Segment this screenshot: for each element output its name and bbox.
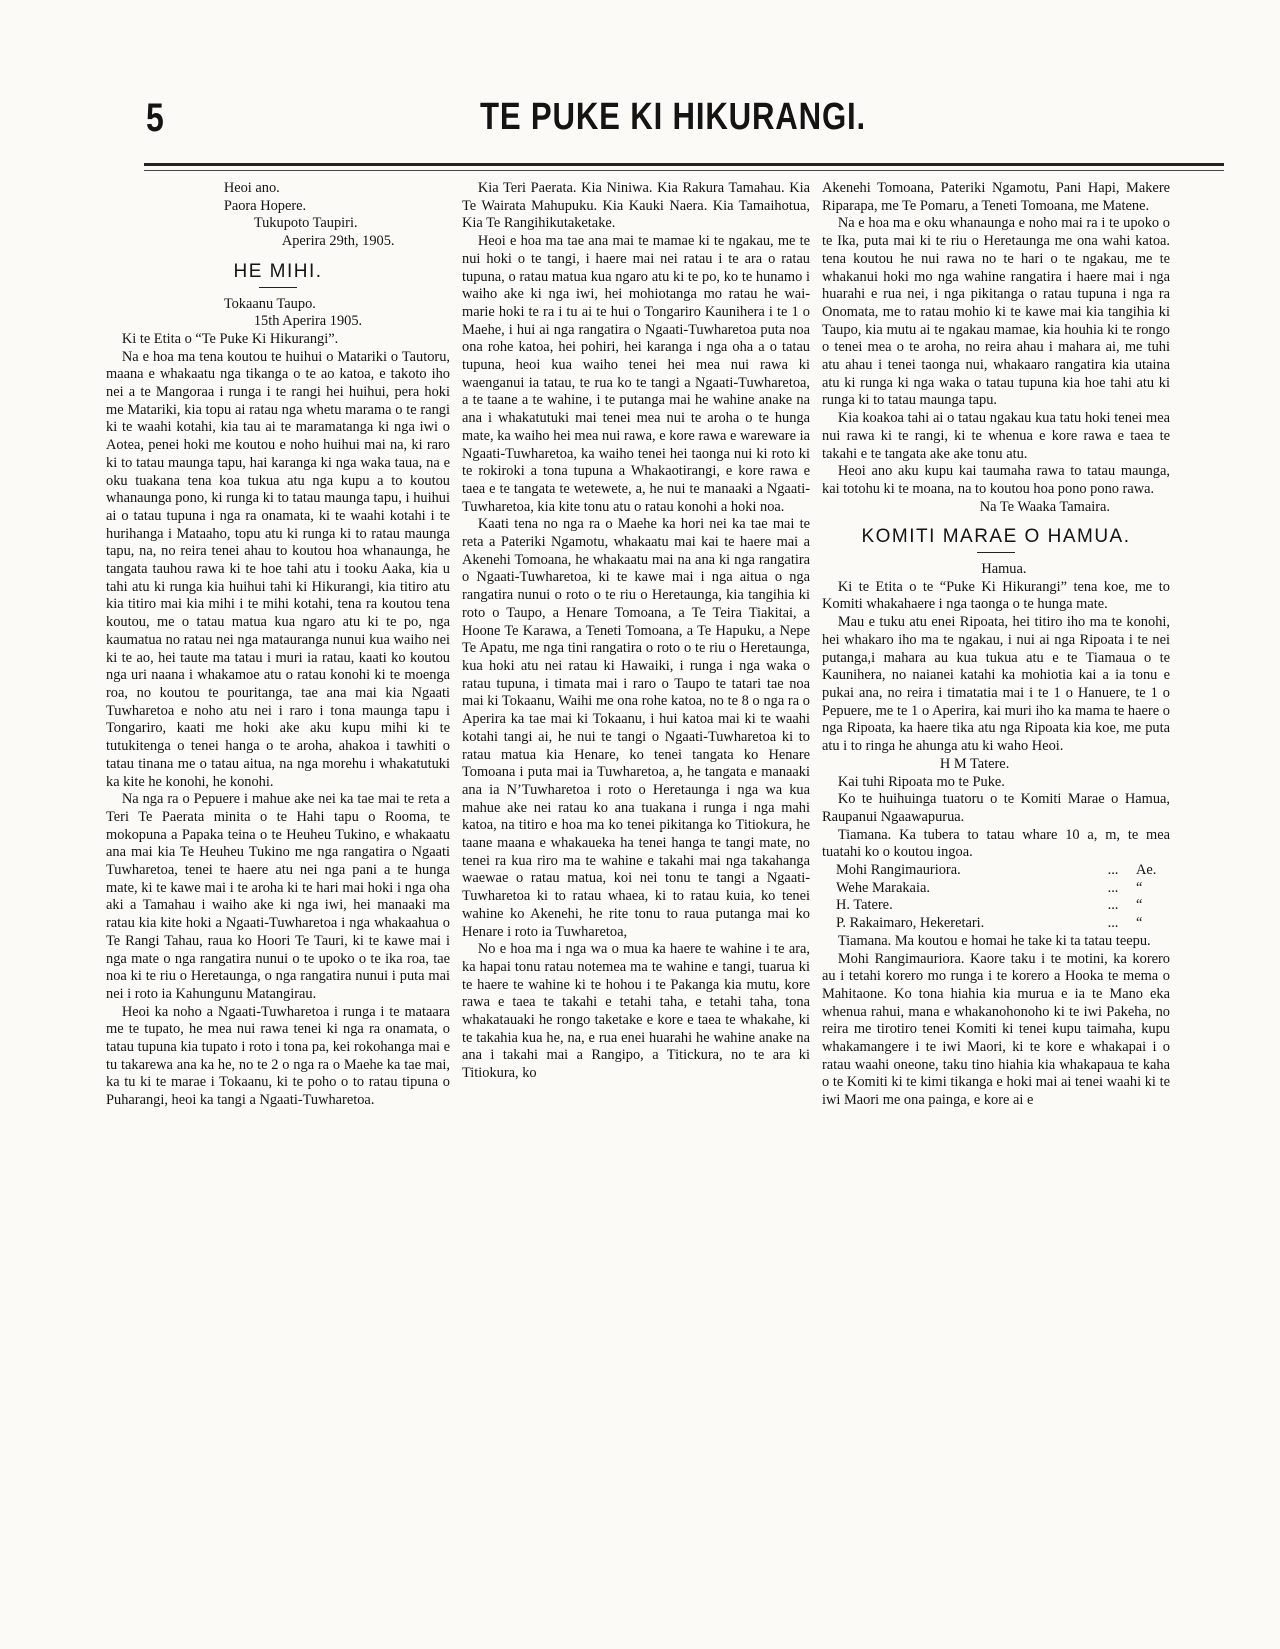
masthead-title: TE PUKE KI HIKURANGI. (480, 96, 866, 138)
column-2 (462, 180, 810, 1629)
table-row (822, 897, 1170, 915)
section-divider (259, 287, 297, 288)
letter-place: Tokaanu Taupo. (223, 295, 316, 312)
roll-call-table (822, 862, 1170, 933)
roll-response: “ (1136, 915, 1143, 932)
header-rule-thin (144, 170, 1224, 171)
article-paragraph: Kia Teri Paerata. Kia Niniwa. Kia Rakura Tamahau. Kia Te Wairata Mahupuku. Kia Kauki Naera. Kia Tamaihotua, Kia Te Rangihikutaketake. (462, 180, 810, 232)
komiti-heading: KOMITI MARAE O HAMUA. (861, 526, 1131, 548)
komiti-place: Hamua. (981, 561, 1027, 578)
table-row (822, 915, 1170, 933)
page-number: 5 (146, 96, 164, 140)
article-paragraph: Heoi ano aku kupu kai taumaha rawa to tatau maunga, kai totohu ki te moana, na to koutou hoa pono pono rawa. (822, 463, 1170, 497)
article-paragraph: Heoi ka noho a Ngaati-Tuwharetoa i runga i te mataara me te tupato, he mea nui rawa tenei ki nga ra onamata, o tatau tupuna kia tupato i roto i tona pa, kei rokohanga mai e tu takarewa ana ka he, no te 2 o nga ra o Maehe ka tae mai, ka tu ki te marae i Tokaanu, ki te poho o to ratau tipuna o Puharangi, heoi ka tangi a Ngaati-Tuwharetoa. (106, 1003, 450, 1109)
article-paragraph: Na e hoa ma e oku whanaunga e noho mai ra i te upoko o te Ika, puta mai ki te riu o Heretaunga me ona wahi katoa. tena koutou he nui rawa no te hari o te ngakau, me te whakanui hoki mo nga wahine rangatira i haere mai i nga huarahi e rua nei, i nga pikitanga o ratau tupuna i nga ra Onomata, me to ratau mohio ki te kawe mai kia tangihia ki Taupo, kia mutu ai te ngakau mamae, kia houhia ki te rongo o tenei mea o te aroha, no reira ahau i mahara ai, me tuhi atu ahau i tenei taonga nui, whakaaro rangatira kia utaina atu ki runga ki nga waka o tatau tupuna kia hoe tahi atu ki runga ki to tatau maunga tapu. (822, 215, 1170, 409)
article-paragraph: No e hoa ma i nga wa o mua ka haere te wahine i te ara, ka hapai tonu ratau notemea ma te wahine e tangi, tuarua ki te haere te wahine ki te hohou i te Pakanga kia mutu, kore rawa e taea te takahi e tetahi taha, e tetahi taha, tona whakatauaki he rongo taketake e kore e taea te whakahe, ki te takahia kua he, na, e rua enei huarahi he wahine anake na ana i takahi mai a Rangipo, a Titickura, no te ara ki Titiokura, ko (462, 941, 810, 1082)
signoff-place: Tukupoto Taupiri. (253, 215, 358, 232)
article-paragraph: Ko te huihuinga tuatoru o te Komiti Marae o Hamua, Raupanui Ngaawapurua. (822, 791, 1170, 825)
roll-name: P. Rakaimaro, Hekeretari. (836, 915, 985, 932)
signoff-line: Heoi ano. (223, 180, 280, 196)
roll-dots: ... (1107, 862, 1119, 879)
signoff-name: Paora Hopere. (223, 197, 307, 214)
roll-response: “ (1136, 879, 1143, 896)
roll-dots: ... (1107, 915, 1119, 932)
roll-response: Ae. (1136, 862, 1157, 879)
roll-name: Mohi Rangimauriora. (836, 862, 961, 879)
letter-salutation: Ki te Etita o “Te Puke Ki Hikurangi”. (121, 330, 339, 347)
komiti-signature: H M Tatere. (939, 755, 1010, 772)
roll-name: H. Tatere. (836, 897, 893, 914)
article-paragraph: Kai tuhi Ripoata mo te Puke. (837, 773, 1005, 790)
article-paragraph: Kia koakoa tahi ai o tatau ngakau kua tatu hoki tenei mea nui rawa ki te rangi, ki te whenua e kore rawa e taea te takahi e te tangata ake ake tonu atu. (822, 410, 1170, 462)
column-1 (106, 180, 450, 1629)
article-paragraph: Mau e tuku atu enei Ripoata, hei titiro iho ma te konohi, hei whakaro iho ma te ngakau, i nui ai nga Ripoata i te nei putanga,i mahara au kua tukua atu e te Tiamaua o te Kaunihera, no naianei katahi ka mohiotia kai a ia tonu e pukai ana, no reira i timatatia mai i te 1 o Hanuere, te 1 o Pepuere, me te 1 o Aperira, kai muri iho ka mama te haere o nga Ripoata, ka haere tika atu nga Ripoata kia koe, me puta atu i to ringa he ahunga atu ki waho Heoi. (822, 614, 1170, 755)
article-paragraph: Kaati tena no nga ra o Maehe ka hori nei ka tae mai te reta a Pateriki Ngamotu, whakaatu mai kai te haere mai a Akenehi Tomoana, he whakaatu mai na ana ki nga rangatira o Ngaati-Tuwharetoa, ki te kawe mai i nga aitua o nga rangatira nunui o roto o te riu o Heretaunga, kia tangihia ki roto o Taupo, a Henare Tomoana, a Te Teira Tiakitai, a Hoone Te Karawa, a Teneti Tomoana, a Te Hapuku, a Nepe Te Apatu, me nga tini rangatira o roto o te riu o Heretaunga, kua hoki atu nei ratau ki Hawaiki, i runga i nga waka o ratau tupuna, i timata mai i raro o Taupo te tatari tae noa mai ki Tokaanu, Waihi me ona rohe katoa, no te 8 o nga ra o Aperira ka tae mai ki Tokaanu, i hui katoa mai ki te waahi kotahi tangi ai, he nui te tangi o Ngaati-Tuwharetoa ki to ratau matua kia Henare, ko tenei tangata ko Henare Tomoana i puta mai ia Tuwharetoa, a, he tangata e manaaki ana ia N’Tuwharetoa i roto o Heretaunga i nga wa kua mahue ake nei ratau ko ana tuakana i runga i nga mahi katoa, na titiro e hoa ma ko tenei pikitanga ko Titiokura, he taane maana e whakaueka ha tenei hanga te tangi mate, no tenei ra kua riro ma te wahine e takahi mai nga takahanga waewae o ratau matua, koi nei tonu te tangi a Ngaati-Tuwharetoa ki to ratau whaea, ki to ratau kuia, ko tenei wahine ko Akenehi, he rite tonu to raua putanga mai ko Henare i roto ia Tuwharetoa, (462, 516, 810, 940)
article-paragraph: Tiamana. Ma koutou e homai he take ki ta tatau teepu. (837, 932, 1151, 949)
article-paragraph: Mohi Rangimauriora. Kaore taku i te motini, ka korero au i tetahi korero mo runga i te korero a Hooka te mema o Mahitaone. Ko tona hiahia kia murua e ia te Mano eka whenua rahui, mana e whakanohonoho ki te iwi Pakeha, no reira me tirotiro tenei Komiti ki tenei kupu taimaha, kupu whakamangere i te iwi Maori, ki te kore e whakapai i o ratau waahi oneone, taku tino hiahia kia whakapaua te kaha o te Komiti ki te kimi tikanga e hoki mai ai tenei waahi ki te iwi Maori me ona painga, e kore ai e (822, 950, 1170, 1109)
letter-signature: Na Te Waaka Tamaira. (979, 498, 1110, 515)
table-row (822, 862, 1170, 880)
article-paragraph: Na e hoa ma tena koutou te huihui o Matariki o Tautoru, maana e whakaatu nga tikanga o te ao katoa, e takoto iho nei a te Mangoraa i runga i te rangi hei huihui, pera hoki me Matariki, kia topu ai ratau nga whetu marama o te rangi ki te waahi kotahi, kia tau ai te maramatanga ki nga iwi o Aotea, penei hoki me koutou e noho huihui mai na, ki raro ki to tatau maunga tapu, hai karanga ki nga waka taua, na e oku tuakana tena koa tukua atu nga kupu a to koutou whanaunga pono, ki runga ki to tatau maunga tapu, i huihui ai o tatau tupuna i nga ra onamata, ki te waahi kotahi i te hurihanga i Mataaho, topu atu ki runga ki to ratau maunga tapu, na, no reira tenei ahau to koutou hoa whanaunga, he tangata tauhou rawa ki te hoe tahi atu i tooku Aaka, kia u tahi atu ki runga kia huihui tahi ki Hikurangi, kia titiro atu kia titiro mai kia mihi i te mihi kotahi, tena ra koutou tena koutou, me o tatau matua kua ngaro atu ki te po, nga kaumatua no ratau nei nga matauranga nunui kua waiho nei ki te ao, hei taute ma tatau i muri ia ratau, kaati ko koutou nga uri naana i whakamoe atu o ratau konohi ki te moenga roa, no koutou te pouritanga, tae ana mai kia Ngaati Tuwharetoa e noho atu nei i raro i tona maunga tapu i Tongariro, kaati me hoki ake aku kupu mihi ki te tutukitenga o tenei hanga o te aroha, ahakoa i tawhiti o tatau tinana me o tatau aitua, na nga morehu i whakatutuki ka kite he konohi, he konohi. (106, 348, 450, 790)
he-mihi-heading: HE MIHI. (233, 260, 323, 282)
signoff-date: Aperira 29th, 1905. (281, 233, 395, 250)
article-paragraph: Heoi e hoa ma tae ana mai te mamae ki te ngakau, me te nui hoki o te tangi, i haere mai nei ratau i te ara o ratau tupuna, o ratau matua kua ngaro atu ki te po, ko te hunamo i waiho ake ki nga iwi, hei mohiotanga mo ratau he wai-marie hoki te ra i tu ai te hui o Tongariro Kaunihera i te 1 o Maehe, i hui ai nga rangatira o Ngaati-Tuwharetoa puta noa ona rohe katoa, hei pohiri, hei karanga i nga oha a o tatau tupuna, heoi kua waiho tenei hei mea nui rawa ki waenganui ia tatau, te rua ko te tangi a Ngaati-Tuwharetoa, a te taane a te wahine, i te putanga mai he wahine anake na ana i whakatutuki mai tenei mea nui te aroha o te hunga mate, ka waiho hei mea nui rawa, e kore rawa e wareware ia Ngaati-Tuwharetoa, ka waiho tenei hei taonga nui ki roto ki te rokiroki a tona tupuna a Whakaotirangi, e kore rawa e taea e te tangata te wetewete, a, he nui te manaaki a Ngaati-Tuwharetoa, kia kite tonu atu o ratau konohi a hoki noa. (462, 233, 810, 515)
article-paragraph: Akenehi Tomoana, Pateriki Ngamotu, Pani Hapi, Makere Riparapa, me Te Pomaru, a Teneti Tomoana, me Matene. (822, 180, 1170, 214)
article-paragraph: Tiamana. Ka tubera to tatau whare 10 a, m, te mea tuatahi ko o koutou ingoa. (822, 826, 1170, 861)
column-3 (822, 180, 1170, 1629)
letter-date: 15th Aperira 1905. (253, 313, 363, 330)
roll-dots: ... (1107, 897, 1119, 914)
roll-response: “ (1136, 897, 1143, 914)
table-row (822, 880, 1170, 898)
roll-dots: ... (1107, 879, 1119, 896)
article-paragraph: Ki te Etita o te “Puke Ki Hikurangi” tena koe, me to Komiti whakahaere i nga taonga o te hunga mate. (822, 578, 1170, 613)
roll-name: Wehe Marakaia. (836, 879, 930, 896)
section-divider (977, 552, 1015, 553)
header-rule-thick (144, 163, 1224, 166)
article-paragraph: Na nga ra o Pepuere i mahue ake nei ka tae mai te reta a Teri Te Paerata minita o te Hahi tapu o Rooma, te mokopuna a Papaka teina o te Heuheu Tukino, e whakaatu ana mai kia Te Heuheu Tukino me nga rangatira o Ngaati Tuwharetoa, tenei te haere atu nei nga pani a te hunga mate, ki te kawe mai i te aroha ki te hari mai hoki i nga oha aki a Tamahau i waiho ake ki nga iwi, hei manaaki ma ratau kia kite hoki a Ngaati-Tuwharetoa i nga whakaahua o Te Rangi Tahau, raua ko Hoori Te Tauri, ki te kawe mai i nga mate o nga rangatira nunui o te upoko o te ika roa, tae noa ki te riu o Heretaunga, o nga rangatira nunui i puta mai nei i roto ia Kahungunu Matangirau. (106, 791, 450, 1002)
